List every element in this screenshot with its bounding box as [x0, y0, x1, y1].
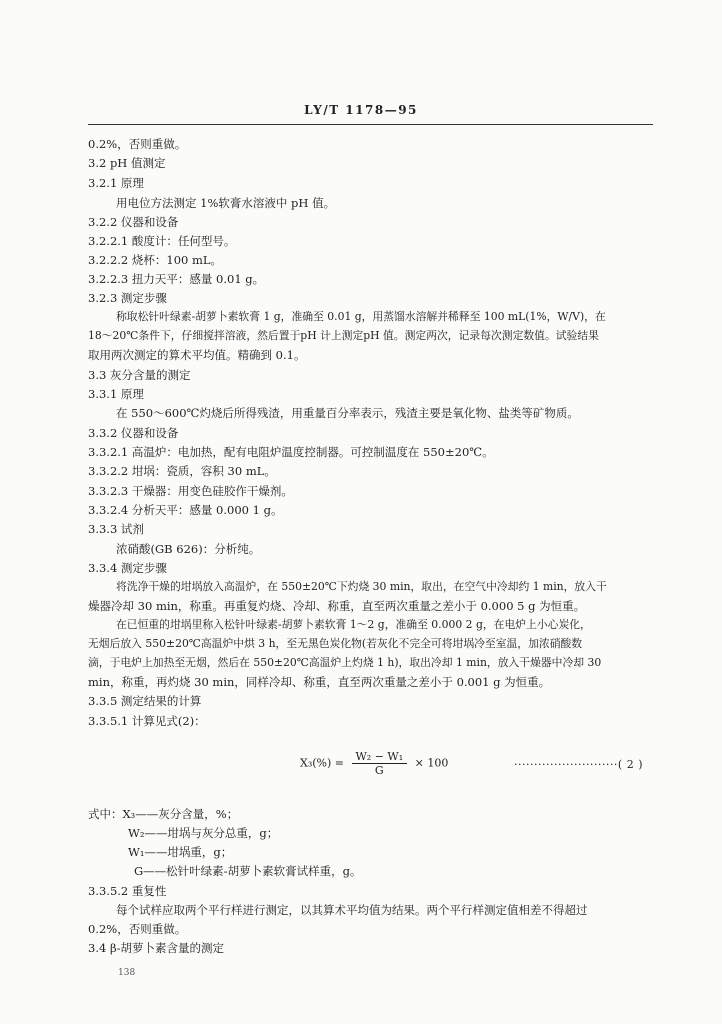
text-line: 18～20℃条件下，仔细搅拌溶液，然后置于pH 计上测定pH 值。测定两次，记录每次测定数值。试验结果 [88, 329, 599, 342]
formula-2 [300, 750, 448, 777]
formula-lhs: X₃(%) = [300, 756, 344, 770]
section-heading: 3.2 pH 值测定 [88, 156, 166, 170]
header-rule [88, 124, 653, 125]
formula-fraction [352, 750, 408, 777]
text-line: 3.3.2.3 干燥器：用变色硅胶作干燥剂。 [88, 484, 293, 498]
section-heading: 3.2.1 原理 [88, 176, 144, 190]
section-heading: 3.3.4 测定步骤 [88, 561, 167, 575]
text-line: 滴，于电炉上加热至无烟，然后在 550±20℃高温炉上灼烧 1 h)，取出冷却 1 min，放入干燥器中冷却 30 [88, 656, 602, 669]
text-line: 将洗净干燥的坩埚放入高温炉，在 550±20℃下灼烧 30 min，取出，在空气中冷却约 1 min，放入干 [116, 580, 607, 593]
text-line: 3.2.2.2 烧杯：100 mL。 [88, 253, 223, 267]
formula-rhs: × 100 [414, 756, 449, 770]
text-line: 3.2.2.3 扭力天平：感量 0.01 g。 [88, 272, 265, 286]
text-line: 称取松针叶绿素-胡萝卜素软膏 1 g，准确至 0.01 g，用蒸馏水溶解并稀释至 100 mL(1%，W/V)，在 [116, 310, 606, 323]
page-number: 138 [118, 968, 136, 978]
text-line: 在 550～600℃灼烧后所得残渣，用重量百分率表示，残渣主要是氧化物、盐类等矿物质。 [116, 406, 579, 420]
legend-line: G——松针叶绿素-胡萝卜素软膏试样重，g。 [134, 864, 362, 878]
section-heading: 3.2.2 仪器和设备 [88, 215, 179, 229]
text-line: 3.3.2.1 高温炉：电加热，配有电阻炉温度控制器。可控制温度在 550±20℃。 [88, 445, 494, 459]
document-header: LY/T 1178—95 [304, 103, 418, 117]
text-line: 无烟后放入 550±20℃高温炉中烘 3 h，至无黑色炭化物(若灰化不完全可将坩埚冷至室温，加浓硝酸数 [88, 637, 583, 650]
legend-line: W₂——坩埚与灰分总重，g； [128, 826, 279, 840]
section-heading: 3.3.5.2 重复性 [88, 884, 167, 898]
equation-number: ··························( 2 ) [514, 758, 643, 771]
formula-numerator: W₂ − W₁ [352, 750, 408, 764]
text-line: 0.2%，否则重做。 [88, 922, 187, 936]
text-line: 在已恒重的坩埚里称入松针叶绿素-胡萝卜素软膏 1～2 g，准确至 0.000 2 g，在电炉上小心炭化， [116, 618, 591, 631]
section-heading: 3.3.3 试剂 [88, 522, 144, 536]
text-line: 3.3.2.4 分析天平：感量 0.000 1 g。 [88, 503, 283, 517]
text-line: 浓硝酸(GB 626)：分析纯。 [116, 542, 261, 556]
legend-line: W₁——坩埚重，g； [128, 845, 233, 859]
formula-denominator: G [374, 764, 384, 777]
section-heading: 3.3.5 测定结果的计算 [88, 694, 202, 708]
section-heading: 3.3.2 仪器和设备 [88, 426, 179, 440]
text-line: 3.3.2.2 坩埚：瓷质，容积 30 mL。 [88, 464, 276, 478]
text-line: 0.2%，否则重做。 [88, 137, 187, 151]
section-heading: 3.3.5.1 计算见式(2)： [88, 714, 206, 728]
section-heading: 3.3.1 原理 [88, 387, 144, 401]
text-line: 3.2.2.1 酸度计：任何型号。 [88, 234, 236, 248]
text-line: min，称重，再灼烧 30 min，同样冷却、称重，直至两次重量之差小于 0.001 g 为恒重。 [88, 675, 551, 689]
text-line: 每个试样应取两个平行样进行测定，以其算术平均值为结果。两个平行样测定值相差不得超过 [116, 903, 588, 917]
section-heading: 3.4 β-胡萝卜素含量的测定 [88, 941, 224, 955]
text-line: 燥器冷却 30 min，称重。再重复灼烧、冷却、称重，直至两次重量之差小于 0.000 5 g 为恒重。 [88, 599, 586, 613]
text-line: 用电位方法测定 1%软膏水溶液中 pH 值。 [116, 196, 336, 210]
section-heading: 3.2.3 测定步骤 [88, 291, 167, 305]
legend-line: 式中：X₃——灰分含量，%； [88, 807, 239, 821]
text-line: 取用两次测定的算术平均值。精确到 0.1。 [88, 348, 306, 362]
section-heading: 3.3 灰分含量的测定 [88, 368, 191, 382]
